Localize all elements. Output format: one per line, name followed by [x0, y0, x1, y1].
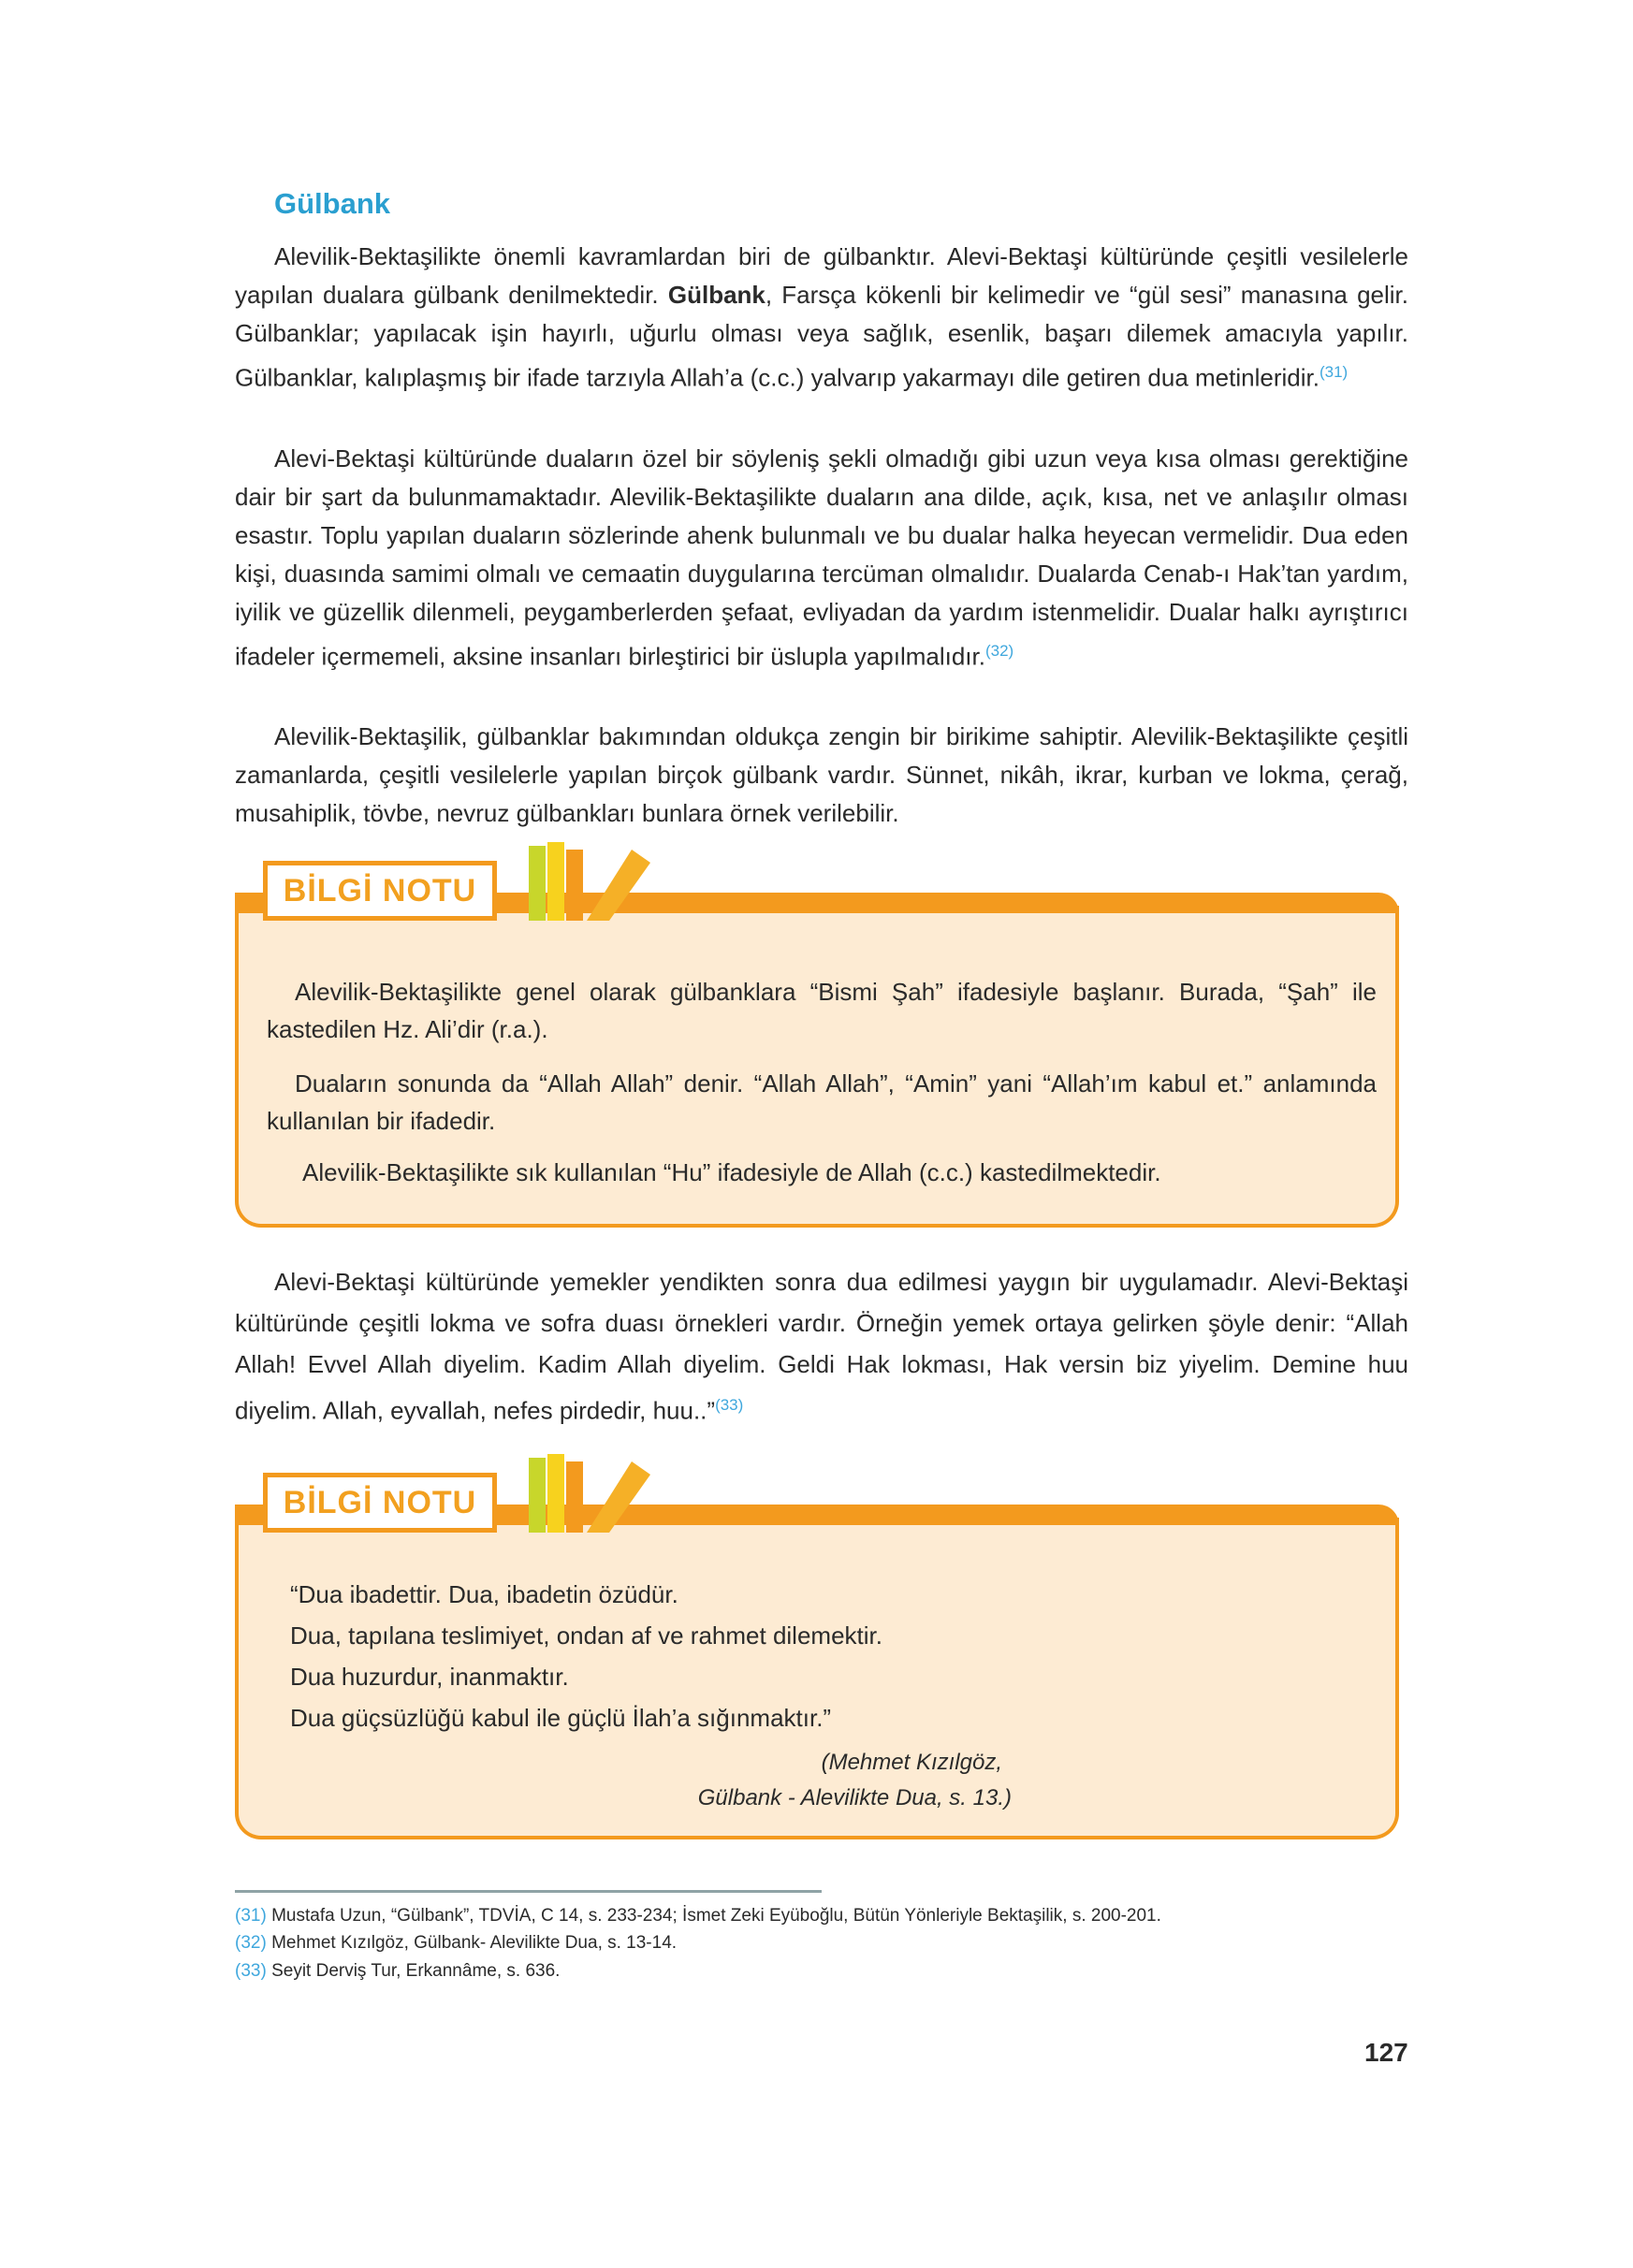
- footnote-ref[interactable]: (33): [715, 1396, 744, 1414]
- note-item: [267, 973, 1377, 1048]
- section-heading: Gülbank: [274, 187, 391, 220]
- text: Duaların sonunda da “Allah Allah” denir. “Allah Allah”, “Amin” yani “Allah’ım kabul et.” anlamında kullanılan bir ifadedir.: [267, 1069, 1377, 1135]
- text: Alevilik-Bektaşilikte sık kullanılan “Hu” ifadesiyle de Allah (c.c.) kastedilmektedir.: [302, 1158, 1161, 1186]
- quote-citation: Gülbank - Alevilikte Dua, s. 13.): [697, 1785, 1012, 1810]
- footnote-text: Mustafa Uzun, “Gülbank”, TDVİA, C 14, s. 233-234; İsmet Zeki Eyüboğlu, Bütün Yönleriyle Bektaşilik, s. 200-201.: [271, 1906, 1161, 1926]
- footnote: [235, 1934, 677, 1953]
- books-icon: [519, 1452, 678, 1533]
- footnote-ref[interactable]: (32): [984, 642, 1014, 660]
- quote-line: Dua güçsüzlüğü kabul ile güçlü İlah’a sığınmaktır.”: [290, 1704, 832, 1732]
- quote-line: “Dua ibadettir. Dua, ibadetin özüdür.: [290, 1580, 678, 1608]
- note-label: BİLGİ NOTU: [263, 861, 497, 921]
- footnote: [235, 1962, 560, 1981]
- footnote-number: (32): [235, 1933, 267, 1953]
- text: Alevi-Bektaşi kültüründe yemekler yendikten sonra dua edilmesi yaygın bir uygulamadır. Alevi-Bektaşi kültüründe çeşitli lokma ve sofra duası örnekleri vardır. Örneğin yemek ortaya gelirken şöyle denir: “Allah Allah! Evvel Allah diyelim. Kadim Allah diyelim. Geldi Hak lokması, Hak versin biz yiyelim. Demine huu diyelim. Allah, eyvallah, nefes pirdedir, huu..”: [235, 1268, 1408, 1425]
- footnote-text: Mehmet Kızılgöz, Gülbank- Alevilikte Dua, s. 13-14.: [271, 1933, 678, 1953]
- books-icon: [519, 840, 678, 921]
- footnote-ref[interactable]: (31): [1319, 363, 1349, 381]
- quote-citation: (Mehmet Kızılgöz,: [821, 1750, 1002, 1775]
- info-note-box-1: [235, 873, 1399, 1228]
- paragraph-4: [235, 1261, 1408, 1432]
- note-item: [267, 1065, 1377, 1140]
- paragraph-3: [235, 718, 1408, 833]
- bold-term: Gülbank: [667, 281, 765, 309]
- text: Alevilik-Bektaşilikte önemli kavramlardan biri de gülbanktır. Alevi-Bektaşi kültüründe çeşitli vesilelerle yapılan dualara gülbank denilmektedir.: [235, 242, 1408, 309]
- footnote-number: (31): [235, 1906, 267, 1926]
- text: Alevilik-Bektaşilikte genel olarak gülbanklara “Bismi Şah” ifadesiyle başlanır. Burada, “Şah” ile kastedilen Hz. Ali’dir (r.a.).: [267, 978, 1377, 1043]
- footnote: [235, 1907, 1161, 1926]
- quote-line: Dua, tapılana teslimiyet, ondan af ve rahmet dilemektir.: [290, 1621, 882, 1650]
- page-number: 127: [1364, 2038, 1408, 2067]
- paragraph-1: [235, 238, 1408, 398]
- text: Alevilik-Bektaşilik, gülbanklar bakımından oldukça zengin bir birikime sahiptir. Alevilik-Bektaşilikte çeşitli zamanlarda, çeşitli vesilelerle yapılan birçok gülbank vardır. Sünnet, nikâh, ikrar, kurban ve lokma, çerağ, musahiplik, tövbe, nevruz gülbankları bunlara örnek verilebilir.: [235, 722, 1408, 827]
- footnote-divider: [235, 1890, 822, 1893]
- note-item: [267, 1154, 1377, 1191]
- note-label: BİLGİ NOTU: [263, 1473, 497, 1533]
- text: Alevi-Bektaşi kültüründe duaların özel bir söyleniş şekli olmadığı gibi uzun veya kısa olması gerektiğine dair bir şart da bulunmamaktadır. Alevilik-Bektaşilikte duaların ana dilde, açık, kısa, net ve anlaşılır olması esastır. Toplu yapılan duaların sözlerinde ahenk bulunmalı ve bu dualar halka heyecan vermelidir. Dua eden kişi, duasında samimi olmalı ve cemaatin duygularına tercüman olmalıdır. Dualarda Cenab-ı Hak’tan yardım, iyilik ve güzellik dilenmeli, peygamberlerden şefaat, evliyadan da yardım istenmelidir. Dualar halkı ayrıştırıcı ifadeler içermemeli, aksine insanları birleştirici bir üslupla yapılmalıdır.: [235, 444, 1408, 671]
- footnote-text: Seyit Derviş Tur, Erkannâme, s. 636.: [271, 1961, 561, 1981]
- paragraph-2: [235, 440, 1408, 676]
- footnote-number: (33): [235, 1961, 267, 1981]
- quote-line: Dua huzurdur, inanmaktır.: [290, 1663, 569, 1691]
- text: , Farsça kökenli bir kelimedir ve “gül sesi” manasına gelir. Gülbanklar; yapılacak işin hayırlı, uğurlu olması veya sağlık, esenlik, başarı dilemek amacıyla yapılır. Gülbanklar, kalıplaşmış bir ifade tarzıyla Allah’a (c.c.) yalvarıp yakarmayı dile getiren dua metinleridir.: [235, 281, 1408, 392]
- info-note-box-2: [235, 1485, 1399, 1839]
